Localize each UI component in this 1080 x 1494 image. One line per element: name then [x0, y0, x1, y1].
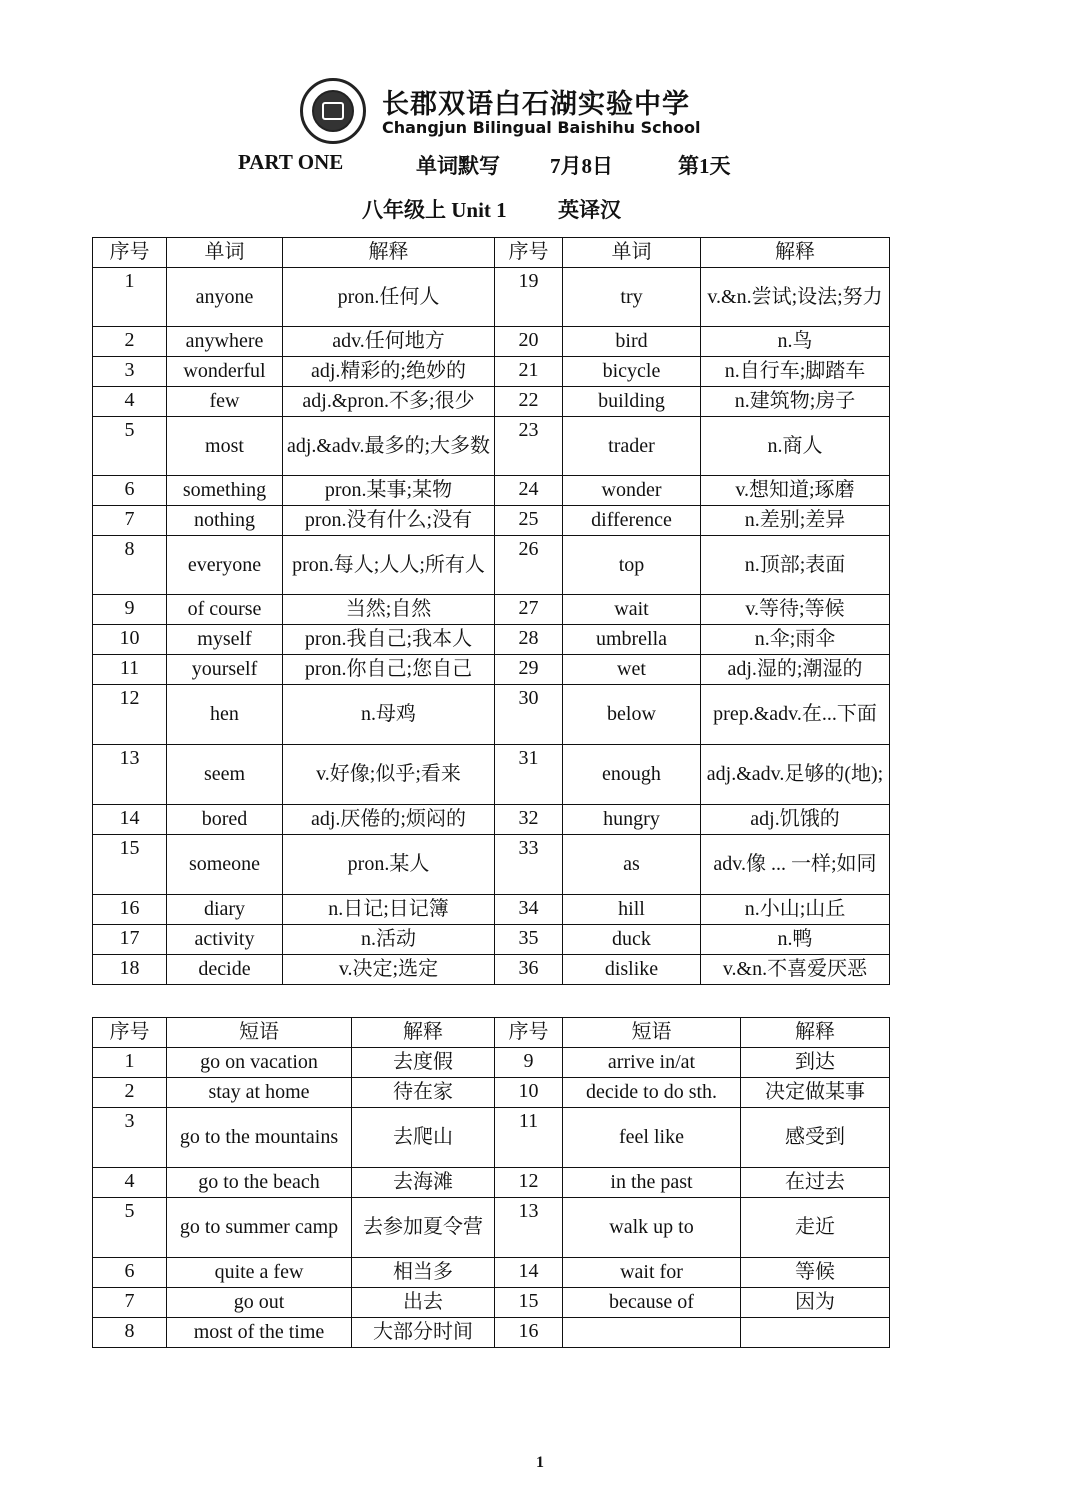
phrase-meaning-cell: 大部分时间 — [352, 1318, 495, 1348]
phrase-header-cell: 解释 — [741, 1018, 890, 1048]
vocab-number-cell: 25 — [495, 506, 563, 536]
vocab-term-cell: trader — [563, 417, 701, 476]
table-row — [93, 835, 890, 895]
vocab-meaning-cell: v.好像;似乎;看来 — [283, 745, 495, 805]
phrase-term-cell: stay at home — [167, 1078, 352, 1108]
phrase-meaning-cell: 因为 — [741, 1288, 890, 1318]
phrase-term-cell: arrive in/at — [563, 1048, 741, 1078]
title-line — [0, 150, 1080, 180]
vocab-term-cell: as — [563, 835, 701, 895]
vocab-term-cell: something — [167, 476, 283, 506]
vocab-number-cell: 27 — [495, 595, 563, 625]
vocab-number-cell: 9 — [93, 595, 167, 625]
vocab-meaning-cell: n.差别;差异 — [701, 506, 890, 536]
vocab-number-cell: 32 — [495, 805, 563, 835]
vocab-number-cell: 3 — [93, 357, 167, 387]
vocab-term-cell: nothing — [167, 506, 283, 536]
vocab-number-cell: 31 — [495, 745, 563, 805]
table-row — [93, 536, 890, 595]
phrase-meaning-cell: 去参加夏令营 — [352, 1198, 495, 1258]
phrase-number-cell: 10 — [495, 1078, 563, 1108]
table-row — [93, 1168, 890, 1198]
subtitle-line — [0, 194, 1080, 224]
vocab-term-cell: below — [563, 685, 701, 745]
vocab-term-cell: bird — [563, 327, 701, 357]
table-row — [93, 417, 890, 476]
phrase-number-cell: 15 — [495, 1288, 563, 1318]
vocab-meaning-cell: adv.任何地方 — [283, 327, 495, 357]
phrase-meaning-cell: 感受到 — [741, 1108, 890, 1168]
vocab-term-cell: difference — [563, 506, 701, 536]
vocab-term-cell: hen — [167, 685, 283, 745]
table-row — [93, 685, 890, 745]
phrase-meaning-cell: 等候 — [741, 1258, 890, 1288]
page-number: 1 — [536, 1454, 544, 1471]
table-row — [93, 387, 890, 417]
vocab-header-cell: 单词 — [563, 238, 701, 268]
vocab-number-cell: 29 — [495, 655, 563, 685]
vocab-header-cell: 单词 — [167, 238, 283, 268]
vocab-number-cell: 2 — [93, 327, 167, 357]
phrase-term-cell: go out — [167, 1288, 352, 1318]
vocab-term-cell: everyone — [167, 536, 283, 595]
phrase-header-cell: 序号 — [495, 1018, 563, 1048]
phrase-meaning-cell — [741, 1318, 890, 1348]
table-row — [93, 625, 890, 655]
table-row — [93, 357, 890, 387]
table-row — [93, 1108, 890, 1168]
phrase-number-cell: 14 — [495, 1258, 563, 1288]
vocab-number-cell: 14 — [93, 805, 167, 835]
school-name-chinese: 长郡双语白石湖实验中学 — [382, 89, 690, 120]
vocab-number-cell: 19 — [495, 268, 563, 327]
phrase-term-cell: go on vacation — [167, 1048, 352, 1078]
phrase-term-cell: most of the time — [167, 1318, 352, 1348]
phrase-header-row — [93, 1018, 890, 1048]
vocab-number-cell: 17 — [93, 925, 167, 955]
phrase-meaning-cell: 待在家 — [352, 1078, 495, 1108]
vocab-term-cell: wet — [563, 655, 701, 685]
vocab-number-cell: 7 — [93, 506, 167, 536]
phrase-number-cell: 1 — [93, 1048, 167, 1078]
vocab-meaning-cell: 当然;自然 — [283, 595, 495, 625]
vocab-meaning-cell: pron.没有什么;没有 — [283, 506, 495, 536]
vocab-meaning-cell: n.日记;日记簿 — [283, 895, 495, 925]
vocab-number-cell: 6 — [93, 476, 167, 506]
vocab-meaning-cell: adj.厌倦的;烦闷的 — [283, 805, 495, 835]
phrase-number-cell: 13 — [495, 1198, 563, 1258]
vocab-meaning-cell: n.伞;雨伞 — [701, 625, 890, 655]
vocab-number-cell: 35 — [495, 925, 563, 955]
phrase-term-cell: go to the beach — [167, 1168, 352, 1198]
phrase-number-cell: 7 — [93, 1288, 167, 1318]
phrase-term-cell: wait for — [563, 1258, 741, 1288]
phrase-number-cell: 11 — [495, 1108, 563, 1168]
vocab-number-cell: 36 — [495, 955, 563, 985]
school-name-english: Changjun Bilingual Baishihu School — [382, 118, 701, 137]
vocab-term-cell: bored — [167, 805, 283, 835]
vocab-number-cell: 24 — [495, 476, 563, 506]
mode-label: 英译汉 — [558, 198, 621, 222]
vocab-meaning-cell: n.自行车;脚踏车 — [701, 357, 890, 387]
phrase-number-cell: 3 — [93, 1108, 167, 1168]
vocab-term-cell: umbrella — [563, 625, 701, 655]
table-row — [93, 1198, 890, 1258]
phrase-meaning-cell: 去度假 — [352, 1048, 495, 1078]
phrase-term-cell: go to summer camp — [167, 1198, 352, 1258]
phrase-number-cell: 6 — [93, 1258, 167, 1288]
phrase-meaning-cell: 出去 — [352, 1288, 495, 1318]
phrase-number-cell: 8 — [93, 1318, 167, 1348]
phrase-meaning-cell: 到达 — [741, 1048, 890, 1078]
vocab-number-cell: 15 — [93, 835, 167, 895]
phrase-header-cell: 序号 — [93, 1018, 167, 1048]
vocab-meaning-cell: adj.饥饿的 — [701, 805, 890, 835]
vocab-number-cell: 34 — [495, 895, 563, 925]
vocab-term-cell: hill — [563, 895, 701, 925]
phrase-number-cell: 9 — [495, 1048, 563, 1078]
vocab-meaning-cell: pron.每人;人人;所有人 — [283, 536, 495, 595]
phrase-number-cell: 12 — [495, 1168, 563, 1198]
phrases-table — [92, 1017, 890, 1348]
table-row — [93, 655, 890, 685]
table-row — [93, 1318, 890, 1348]
date-label: 7月8日 — [550, 154, 613, 178]
vocab-term-cell: enough — [563, 745, 701, 805]
table-row — [93, 595, 890, 625]
vocab-term-cell: wonderful — [167, 357, 283, 387]
phrase-meaning-cell: 相当多 — [352, 1258, 495, 1288]
table-row — [93, 268, 890, 327]
phrase-meaning-cell: 走近 — [741, 1198, 890, 1258]
phrase-number-cell: 4 — [93, 1168, 167, 1198]
phrase-number-cell: 16 — [495, 1318, 563, 1348]
vocab-term-cell: anywhere — [167, 327, 283, 357]
vocab-term-cell: wonder — [563, 476, 701, 506]
vocab-meaning-cell: n.建筑物;房子 — [701, 387, 890, 417]
table-row — [93, 955, 890, 985]
vocab-meaning-cell: adv.像 ... 一样;如同 — [701, 835, 890, 895]
phrase-term-cell: decide to do sth. — [563, 1078, 741, 1108]
vocab-meaning-cell: n.活动 — [283, 925, 495, 955]
vocab-term-cell: decide — [167, 955, 283, 985]
vocab-meaning-cell: pron.我自己;我本人 — [283, 625, 495, 655]
part-label: PART ONE — [238, 150, 344, 174]
vocab-number-cell: 16 — [93, 895, 167, 925]
phrase-term-cell: feel like — [563, 1108, 741, 1168]
vocab-meaning-cell: adj.&pron.不多;很少 — [283, 387, 495, 417]
vocab-number-cell: 33 — [495, 835, 563, 895]
vocab-number-cell: 18 — [93, 955, 167, 985]
vocab-term-cell: hungry — [563, 805, 701, 835]
phrase-header-cell: 解释 — [352, 1018, 495, 1048]
vocab-meaning-cell: prep.&adv.在...下面 — [701, 685, 890, 745]
school-logo — [300, 78, 366, 144]
vocab-term-cell: try — [563, 268, 701, 327]
table-row — [93, 1258, 890, 1288]
vocab-term-cell: bicycle — [563, 357, 701, 387]
phrase-number-cell: 5 — [93, 1198, 167, 1258]
vocab-meaning-cell: n.鸭 — [701, 925, 890, 955]
phrase-meaning-cell: 去海滩 — [352, 1168, 495, 1198]
phrase-meaning-cell: 去爬山 — [352, 1108, 495, 1168]
vocab-header-cell: 序号 — [93, 238, 167, 268]
vocab-meaning-cell: adj.&adv.足够的(地); — [701, 745, 890, 805]
vocab-meaning-cell: v.想知道;琢磨 — [701, 476, 890, 506]
vocab-term-cell: duck — [563, 925, 701, 955]
vocab-meaning-cell: v.决定;选定 — [283, 955, 495, 985]
table-row — [93, 506, 890, 536]
table-row — [93, 476, 890, 506]
phrase-term-cell: because of — [563, 1288, 741, 1318]
vocab-meaning-cell: v.等待;等候 — [701, 595, 890, 625]
table-row — [93, 895, 890, 925]
vocab-number-cell: 13 — [93, 745, 167, 805]
vocab-term-cell: building — [563, 387, 701, 417]
table-row — [93, 1288, 890, 1318]
vocab-meaning-cell: n.小山;山丘 — [701, 895, 890, 925]
vocab-term-cell: top — [563, 536, 701, 595]
vocab-number-cell: 10 — [93, 625, 167, 655]
vocab-term-cell: wait — [563, 595, 701, 625]
vocab-number-cell: 20 — [495, 327, 563, 357]
vocab-meaning-cell: v.&n.尝试;设法;努力 — [701, 268, 890, 327]
table-row — [93, 745, 890, 805]
phrase-term-cell: in the past — [563, 1168, 741, 1198]
phrase-term-cell: go to the mountains — [167, 1108, 352, 1168]
phrase-term-cell: quite a few — [167, 1258, 352, 1288]
vocab-meaning-cell: adj.湿的;潮湿的 — [701, 655, 890, 685]
vocab-meaning-cell: pron.某事;某物 — [283, 476, 495, 506]
vocab-meaning-cell: adj.&adv.最多的;大多数 — [283, 417, 495, 476]
table-row — [93, 805, 890, 835]
vocab-number-cell: 12 — [93, 685, 167, 745]
table-row — [93, 1078, 890, 1108]
vocab-term-cell: anyone — [167, 268, 283, 327]
vocab-number-cell: 8 — [93, 536, 167, 595]
phrase-term-cell: walk up to — [563, 1198, 741, 1258]
vocab-meaning-cell: pron.任何人 — [283, 268, 495, 327]
vocab-header-row — [93, 238, 890, 268]
vocab-number-cell: 23 — [495, 417, 563, 476]
vocab-meaning-cell: pron.某人 — [283, 835, 495, 895]
vocab-meaning-cell: n.商人 — [701, 417, 890, 476]
school-header — [300, 78, 720, 146]
vocab-number-cell: 11 — [93, 655, 167, 685]
vocab-number-cell: 5 — [93, 417, 167, 476]
vocab-term-cell: most — [167, 417, 283, 476]
table-row — [93, 327, 890, 357]
table-row — [93, 1048, 890, 1078]
task-label: 单词默写 — [416, 154, 500, 178]
phrase-meaning-cell: 在过去 — [741, 1168, 890, 1198]
vocab-term-cell: activity — [167, 925, 283, 955]
vocab-header-cell: 解释 — [283, 238, 495, 268]
vocab-number-cell: 28 — [495, 625, 563, 655]
vocab-number-cell: 22 — [495, 387, 563, 417]
vocab-number-cell: 1 — [93, 268, 167, 327]
vocab-term-cell: myself — [167, 625, 283, 655]
vocab-meaning-cell: adj.精彩的;绝妙的 — [283, 357, 495, 387]
phrase-meaning-cell: 决定做某事 — [741, 1078, 890, 1108]
vocab-term-cell: yourself — [167, 655, 283, 685]
vocab-header-cell: 解释 — [701, 238, 890, 268]
vocab-meaning-cell: n.鸟 — [701, 327, 890, 357]
phrase-number-cell: 2 — [93, 1078, 167, 1108]
vocab-number-cell: 30 — [495, 685, 563, 745]
phrase-term-cell — [563, 1318, 741, 1348]
vocabulary-table — [92, 237, 890, 985]
vocab-header-cell: 序号 — [495, 238, 563, 268]
vocab-term-cell: diary — [167, 895, 283, 925]
day-label: 第1天 — [678, 154, 731, 178]
vocab-meaning-cell: pron.你自己;您自己 — [283, 655, 495, 685]
table-row — [93, 925, 890, 955]
vocab-meaning-cell: v.&n.不喜爱厌恶 — [701, 955, 890, 985]
vocab-number-cell: 26 — [495, 536, 563, 595]
vocab-number-cell: 4 — [93, 387, 167, 417]
vocab-term-cell: dislike — [563, 955, 701, 985]
vocab-term-cell: someone — [167, 835, 283, 895]
vocab-meaning-cell: n.母鸡 — [283, 685, 495, 745]
phrase-header-cell: 短语 — [167, 1018, 352, 1048]
vocab-term-cell: few — [167, 387, 283, 417]
unit-label: 八年级上 Unit 1 — [362, 198, 507, 222]
vocab-meaning-cell: n.顶部;表面 — [701, 536, 890, 595]
vocab-number-cell: 21 — [495, 357, 563, 387]
vocab-term-cell: seem — [167, 745, 283, 805]
phrase-header-cell: 短语 — [563, 1018, 741, 1048]
vocab-term-cell: of course — [167, 595, 283, 625]
